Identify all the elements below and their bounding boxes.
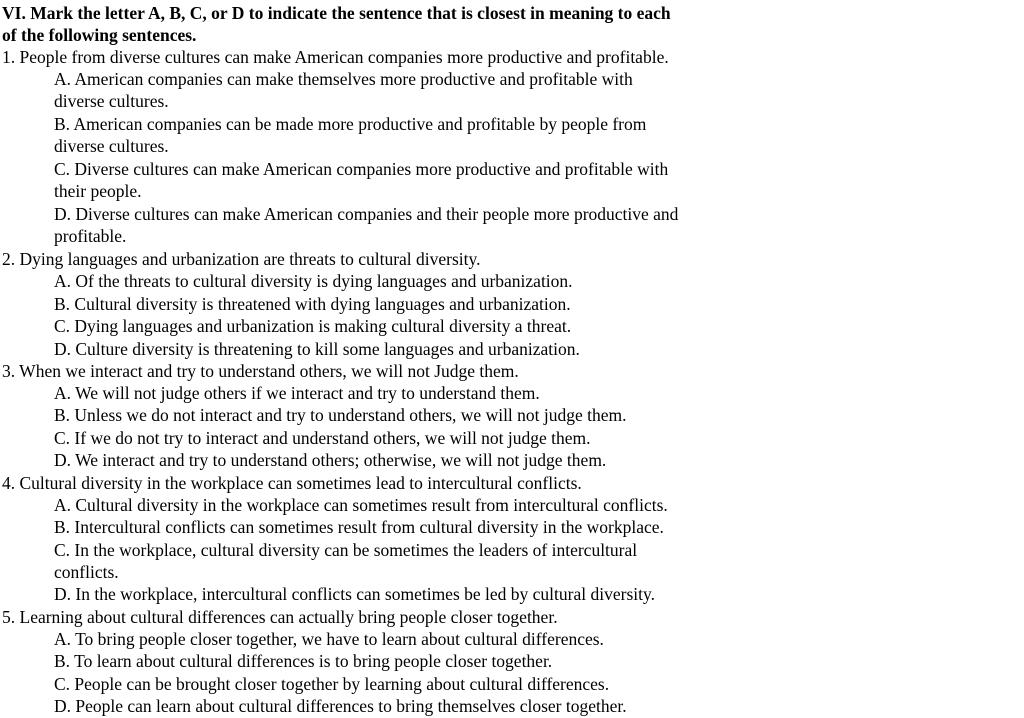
question-3-stem: 3. When we interact and try to understand others, we will not Judge them. — [2, 361, 519, 381]
question-4-option-d: D. In the workplace, intercultural conflicts can sometimes be led by cultural diversity. — [54, 584, 655, 604]
question-3-option-d: D. We interact and try to understand others; otherwise, we will not judge them. — [54, 450, 607, 470]
question-4-option-c-line-2: conflicts. — [54, 562, 119, 582]
question-2-option-b: B. Cultural diversity is threatened with dying languages and urbanization. — [54, 294, 571, 314]
question-1-option-d-line-1: D. Diverse cultures can make American companies and their people more productive and — [54, 204, 679, 224]
question-1-option-b-line-2: diverse cultures. — [54, 136, 169, 156]
question-2-option-d: D. Culture diversity is threatening to kill some languages and urbanization. — [54, 339, 580, 359]
question-1-option-d-line-2: profitable. — [54, 226, 127, 246]
question-5-option-a: A. To bring people closer together, we have to learn about cultural differences. — [54, 629, 604, 649]
question-4-option-b: B. Intercultural conflicts can sometimes result from cultural diversity in the workplace. — [54, 517, 664, 537]
question-1-option-a-line-2: diverse cultures. — [54, 91, 169, 111]
question-5-option-d: D. People can learn about cultural differences to bring themselves closer together. — [54, 696, 627, 716]
question-1-option-c-line-1: C. Diverse cultures can make American companies more productive and profitable with — [54, 159, 669, 179]
question-3-option-b: B. Unless we do not interact and try to understand others, we will not judge them. — [54, 405, 627, 425]
question-1-option-a-line-1: A. American companies can make themselves more productive and profitable with — [54, 69, 633, 89]
question-4-option-a: A. Cultural diversity in the workplace can sometimes result from intercultural conflicts. — [54, 495, 668, 515]
question-5-option-b: B. To learn about cultural differences is to bring people closer together. — [54, 651, 553, 671]
section-heading-line-1: VI. Mark the letter A, B, C, or D to indicate the sentence that is closest in meaning to each — [2, 3, 671, 23]
question-2-stem: 2. Dying languages and urbanization are threats to cultural diversity. — [2, 249, 481, 269]
question-3-option-a: A. We will not judge others if we interact and try to understand them. — [54, 383, 540, 403]
question-1-option-c-line-2: their people. — [54, 181, 142, 201]
question-1-stem: 1. People from diverse cultures can make American companies more productive and profitable. — [2, 47, 669, 67]
question-3-option-c: C. If we do not try to interact and understand others, we will not judge them. — [54, 428, 591, 448]
section-heading-line-2: of the following sentences. — [2, 25, 197, 45]
question-2-option-c: C. Dying languages and urbanization is making cultural diversity a threat. — [54, 316, 572, 336]
question-5-stem: 5. Learning about cultural differences can actually bring people closer together. — [2, 607, 558, 627]
question-1-option-b-line-1: B. American companies can be made more productive and profitable by people from — [54, 114, 647, 134]
question-4-option-c-line-1: C. In the workplace, cultural diversity can be sometimes the leaders of intercultural — [54, 540, 638, 560]
question-5-option-c: C. People can be brought closer together by learning about cultural differences. — [54, 674, 610, 694]
question-2-option-a: A. Of the threats to cultural diversity is dying languages and urbanization. — [54, 271, 573, 291]
question-4-stem: 4. Cultural diversity in the workplace can sometimes lead to intercultural conflicts. — [2, 473, 582, 493]
